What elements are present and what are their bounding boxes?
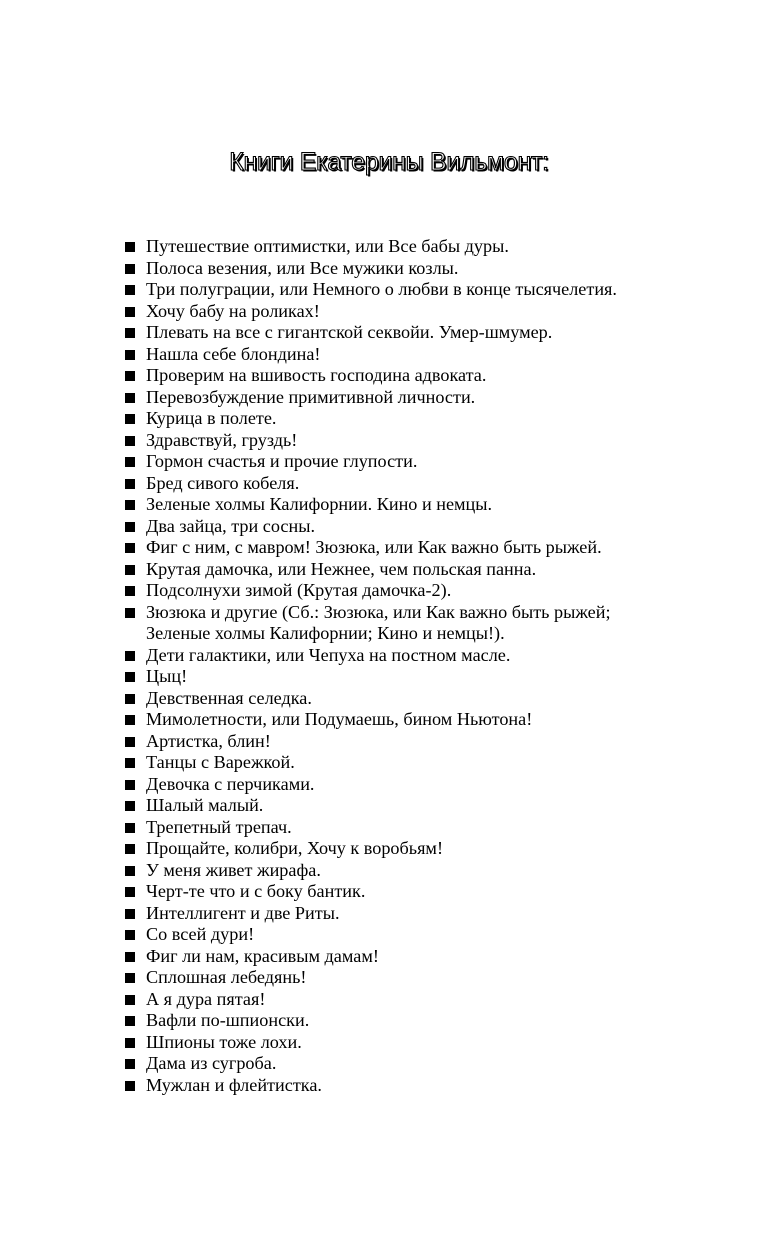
- book-title: Девочка с перчиками.: [146, 773, 315, 794]
- book-list-item: [124, 559, 724, 581]
- book-title: Полоса везения, или Все мужики козлы.: [146, 257, 459, 278]
- book-title: Мужлан и флейтистка.: [146, 1074, 322, 1095]
- book-list-item: [124, 258, 724, 280]
- book-list-item: [124, 279, 724, 301]
- book-title: Танцы с Варежкой.: [146, 752, 295, 772]
- square-bullet-icon: [125, 414, 135, 424]
- book-list-item: [124, 688, 724, 710]
- square-bullet-icon: [125, 264, 135, 274]
- book-title: Прощайте, колибри, Хочу к воробьям!: [146, 838, 444, 858]
- book-list-item: [124, 860, 724, 882]
- book-list-item: [124, 752, 724, 774]
- book-list-item: [124, 989, 724, 1011]
- book-title: Дама из сугроба.: [146, 1053, 277, 1073]
- book-list-item: [124, 236, 724, 258]
- page-heading: Книги Екатерины Вильмонт:: [229, 148, 549, 176]
- book-title: Артистка, блин!: [146, 730, 271, 751]
- square-bullet-icon: [125, 1081, 135, 1091]
- square-bullet-icon: [125, 715, 135, 725]
- square-bullet-icon: [125, 522, 135, 532]
- book-title: Подсолнухи зимой (Крутая дамочка-2).: [146, 580, 452, 600]
- book-title: У меня живет жирафа.: [146, 859, 321, 880]
- square-bullet-icon: [125, 1059, 135, 1069]
- square-bullet-icon: [125, 350, 135, 360]
- book-title: Цыц!: [146, 666, 188, 686]
- book-title: Здравствуй, груздь!: [146, 429, 298, 450]
- square-bullet-icon: [125, 500, 135, 510]
- square-bullet-icon: [125, 1016, 135, 1026]
- square-bullet-icon: [125, 995, 135, 1005]
- book-title: Курица в полете.: [146, 408, 277, 428]
- book-title: Черт-те что и с боку бантик.: [146, 881, 366, 901]
- square-bullet-icon: [125, 801, 135, 811]
- book-list-item: [124, 795, 724, 817]
- book-title: Крутая дамочка, или Нежнее, чем польская панна.: [146, 558, 537, 579]
- book-title: Плевать на все с гигантской секвойи. Умер-шмумер.: [146, 322, 553, 342]
- book-list-item: [124, 1075, 724, 1097]
- book-list-item: [124, 946, 724, 968]
- square-bullet-icon: [125, 844, 135, 854]
- book-title: Интеллигент и две Риты.: [146, 902, 340, 923]
- book-title: Бред сивого кобеля.: [146, 472, 300, 493]
- book-title: А я дура пятая!: [146, 988, 266, 1009]
- book-title: Хочу бабу на роликах!: [146, 300, 320, 321]
- book-title: Дети галактики, или Чепуха на постном масле.: [146, 644, 511, 665]
- book-list-item: [124, 817, 724, 839]
- book-title: Мимолетности, или Подумаешь, бином Ньютона!: [146, 709, 533, 729]
- book-list-item: [124, 408, 724, 430]
- book-title: Со всей дури!: [146, 924, 255, 944]
- square-bullet-icon: [125, 823, 135, 833]
- book-list-item: [124, 967, 724, 989]
- book-list-item: [124, 881, 724, 903]
- book-list-item: [124, 473, 724, 495]
- book-list-item: [124, 430, 724, 452]
- book-title: Перевозбуждение примитивной личности.: [146, 386, 476, 407]
- square-bullet-icon: [125, 457, 135, 467]
- book-list-item: [124, 494, 724, 516]
- book-list-item: [124, 1053, 724, 1075]
- book-list-item: [124, 666, 724, 688]
- book-list-item: [124, 365, 724, 387]
- book-list-item: [124, 709, 724, 731]
- square-bullet-icon: [125, 586, 135, 596]
- square-bullet-icon: [125, 887, 135, 897]
- square-bullet-icon: [125, 952, 135, 962]
- book-list-item: [124, 537, 724, 559]
- book-list-item: [124, 645, 724, 667]
- book-list-item: [124, 322, 724, 344]
- book-list-item: [124, 903, 724, 925]
- book-title: Трепетный трепач.: [146, 816, 292, 837]
- book-list-item: [124, 344, 724, 366]
- book-title: Девственная селедка.: [146, 687, 312, 708]
- square-bullet-icon: [125, 242, 135, 252]
- book-title: Фиг ли нам, красивым дамам!: [146, 945, 379, 966]
- book-title: Фиг с ним, с мавром! Зюзюка, или Как важно быть рыжей.: [146, 537, 602, 557]
- book-list-item: [124, 451, 724, 473]
- book-list-item: [124, 516, 724, 538]
- square-bullet-icon: [125, 436, 135, 446]
- book-list: [124, 236, 724, 1096]
- book-title: Шалый малый.: [146, 795, 264, 815]
- square-bullet-icon: [125, 737, 135, 747]
- book-title: Нашла себе блондина!: [146, 343, 321, 364]
- book-list-item: [124, 924, 724, 946]
- book-list-item: [124, 1032, 724, 1054]
- book-list-item: [124, 301, 724, 323]
- square-bullet-icon: [125, 694, 135, 704]
- square-bullet-icon: [125, 672, 135, 682]
- square-bullet-icon: [125, 866, 135, 876]
- square-bullet-icon: [125, 307, 135, 317]
- book-title: Зеленые холмы Калифорнии. Кино и немцы.: [146, 494, 493, 514]
- book-title: Гормон счастья и прочие глупости.: [146, 451, 418, 471]
- book-title: Зюзюка и другие (Сб.: Зюзюка, или Как важно быть рыжей;: [146, 601, 611, 622]
- square-bullet-icon: [125, 1038, 135, 1048]
- book-title: Шпионы тоже лохи.: [146, 1031, 302, 1052]
- book-list-item: [124, 580, 724, 602]
- book-list-item: [124, 774, 724, 796]
- square-bullet-icon: [125, 543, 135, 553]
- book-list-item: [124, 838, 724, 860]
- book-title: Проверим на вшивость господина адвоката.: [146, 365, 487, 385]
- square-bullet-icon: [125, 909, 135, 919]
- square-bullet-icon: [125, 285, 135, 295]
- book-list-item: [124, 387, 724, 409]
- square-bullet-icon: [125, 973, 135, 983]
- square-bullet-icon: [125, 651, 135, 661]
- square-bullet-icon: [125, 371, 135, 381]
- book-list-item: [124, 1010, 724, 1032]
- book-title: Сплошная лебедянь!: [146, 967, 307, 987]
- square-bullet-icon: [125, 930, 135, 940]
- square-bullet-icon: [125, 393, 135, 403]
- square-bullet-icon: [125, 328, 135, 338]
- book-title: Зеленые холмы Калифорнии; Кино и немцы!).: [146, 623, 505, 643]
- book-list-item: [124, 602, 724, 645]
- square-bullet-icon: [125, 479, 135, 489]
- book-list-item: [124, 731, 724, 753]
- square-bullet-icon: [125, 565, 135, 575]
- book-title: Вафли по-шпионски.: [146, 1010, 310, 1030]
- book-title: Три полуграции, или Немного о любви в конце тысячелетия.: [146, 279, 617, 299]
- book-title: Путешествие оптимистки, или Все бабы дуры.: [146, 236, 509, 256]
- book-title: Два зайца, три сосны.: [146, 515, 315, 536]
- square-bullet-icon: [125, 608, 135, 618]
- square-bullet-icon: [125, 758, 135, 768]
- square-bullet-icon: [125, 780, 135, 790]
